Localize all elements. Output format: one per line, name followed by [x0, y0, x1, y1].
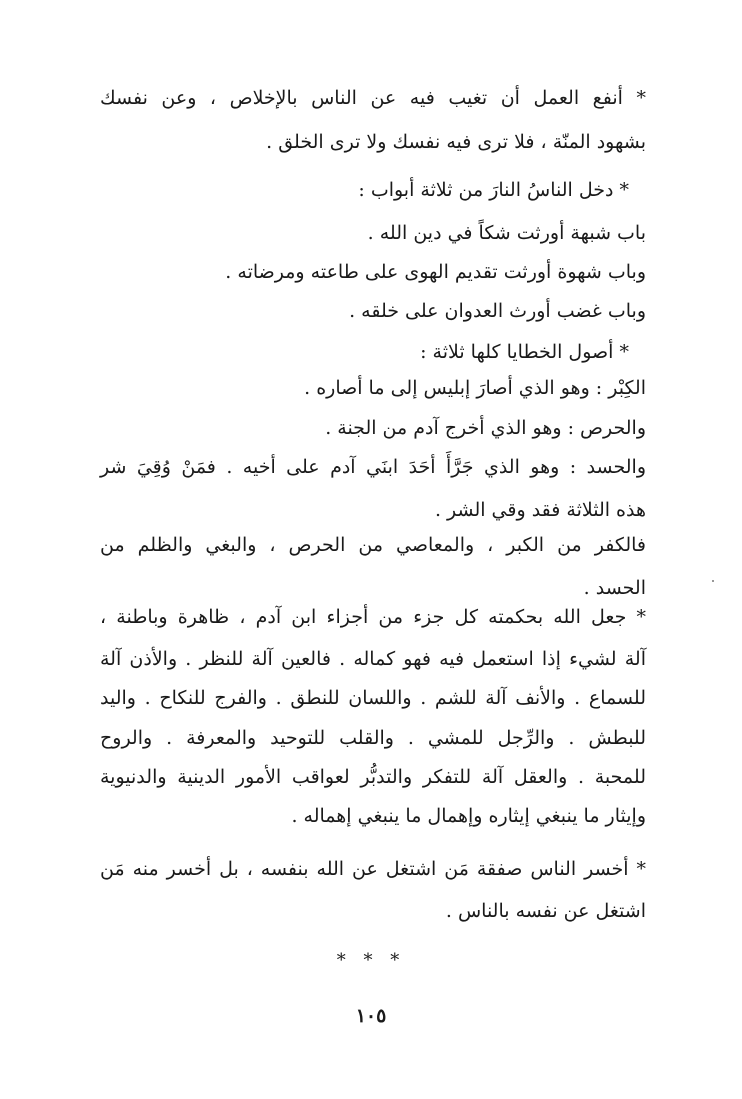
- text-line: الكِبْر : وهو الذي أصارَ إبليس إلى ما أصاره .: [304, 377, 646, 399]
- text-line: وباب غضب أورث العدوان على خلقه .: [349, 300, 646, 322]
- text-line: للبطش . والرِّجل للمشي . والقلب للتوحيد والمعرفة . والروح: [100, 727, 646, 749]
- text-line: * أنفع العمل أن تغيب فيه عن الناس بالإخلاص ، وعن نفسك: [100, 87, 646, 109]
- text-line: وباب شهوة أورثت تقديم الهوى على طاعته ومرضاته .: [225, 261, 646, 283]
- text-line: * أصول الخطايا كلها ثلاثة :: [420, 341, 629, 363]
- ink-speck: [712, 580, 714, 582]
- text-line: باب شبهة أورثت شكاً في دين الله .: [367, 222, 646, 244]
- text-line: للسماع . والأنف آلة للشم . واللسان للنطق . والفرج للنكاح . واليد: [100, 687, 646, 709]
- text-line: فالكفر من الكبر ، والمعاصي من الحرص ، والبغي والظلم من: [100, 534, 646, 556]
- page-number: ١٠٥: [355, 1005, 387, 1027]
- text-line: آلة لشيء إذا استعمل فيه فهو كماله . فالعين آلة للنظر . والأذن آلة: [100, 648, 646, 670]
- text-line: * جعل الله بحكمته كل جزء من أجزاء ابن آدم ، ظاهرة وباطنة ،: [100, 606, 646, 628]
- text-line: وإيثار ما ينبغي إيثاره وإهمال ما ينبغي إهماله .: [291, 805, 646, 827]
- text-line: للمحبة . والعقل آلة للتفكر والتدبُّر لعواقب الأمور الدينية والدنيوية: [100, 766, 646, 788]
- text-line: والحسد : وهو الذي جَرَّأَ أحَدَ ابنَي آدم على أخيه . فمَنْ وُقِيَ شر: [100, 456, 646, 478]
- text-line: هذه الثلاثة فقد وقي الشر .: [434, 499, 646, 521]
- text-line: * أخسر الناس صفقة مَن اشتغل عن الله بنفسه ، بل أخسر منه مَن: [100, 858, 646, 880]
- text-line: اشتغل عن نفسه بالناس .: [445, 900, 646, 922]
- section-separator: * * *: [336, 950, 406, 971]
- text-line: بشهود المنّة ، فلا ترى فيه نفسك ولا ترى الخلق .: [266, 131, 646, 153]
- text-line: الحسد .: [583, 577, 646, 599]
- text-line: والحرص : وهو الذي أخرج آدم من الجنة .: [325, 417, 646, 439]
- text-line: * دخل الناسُ النارَ من ثلاثة أبواب :: [358, 179, 629, 201]
